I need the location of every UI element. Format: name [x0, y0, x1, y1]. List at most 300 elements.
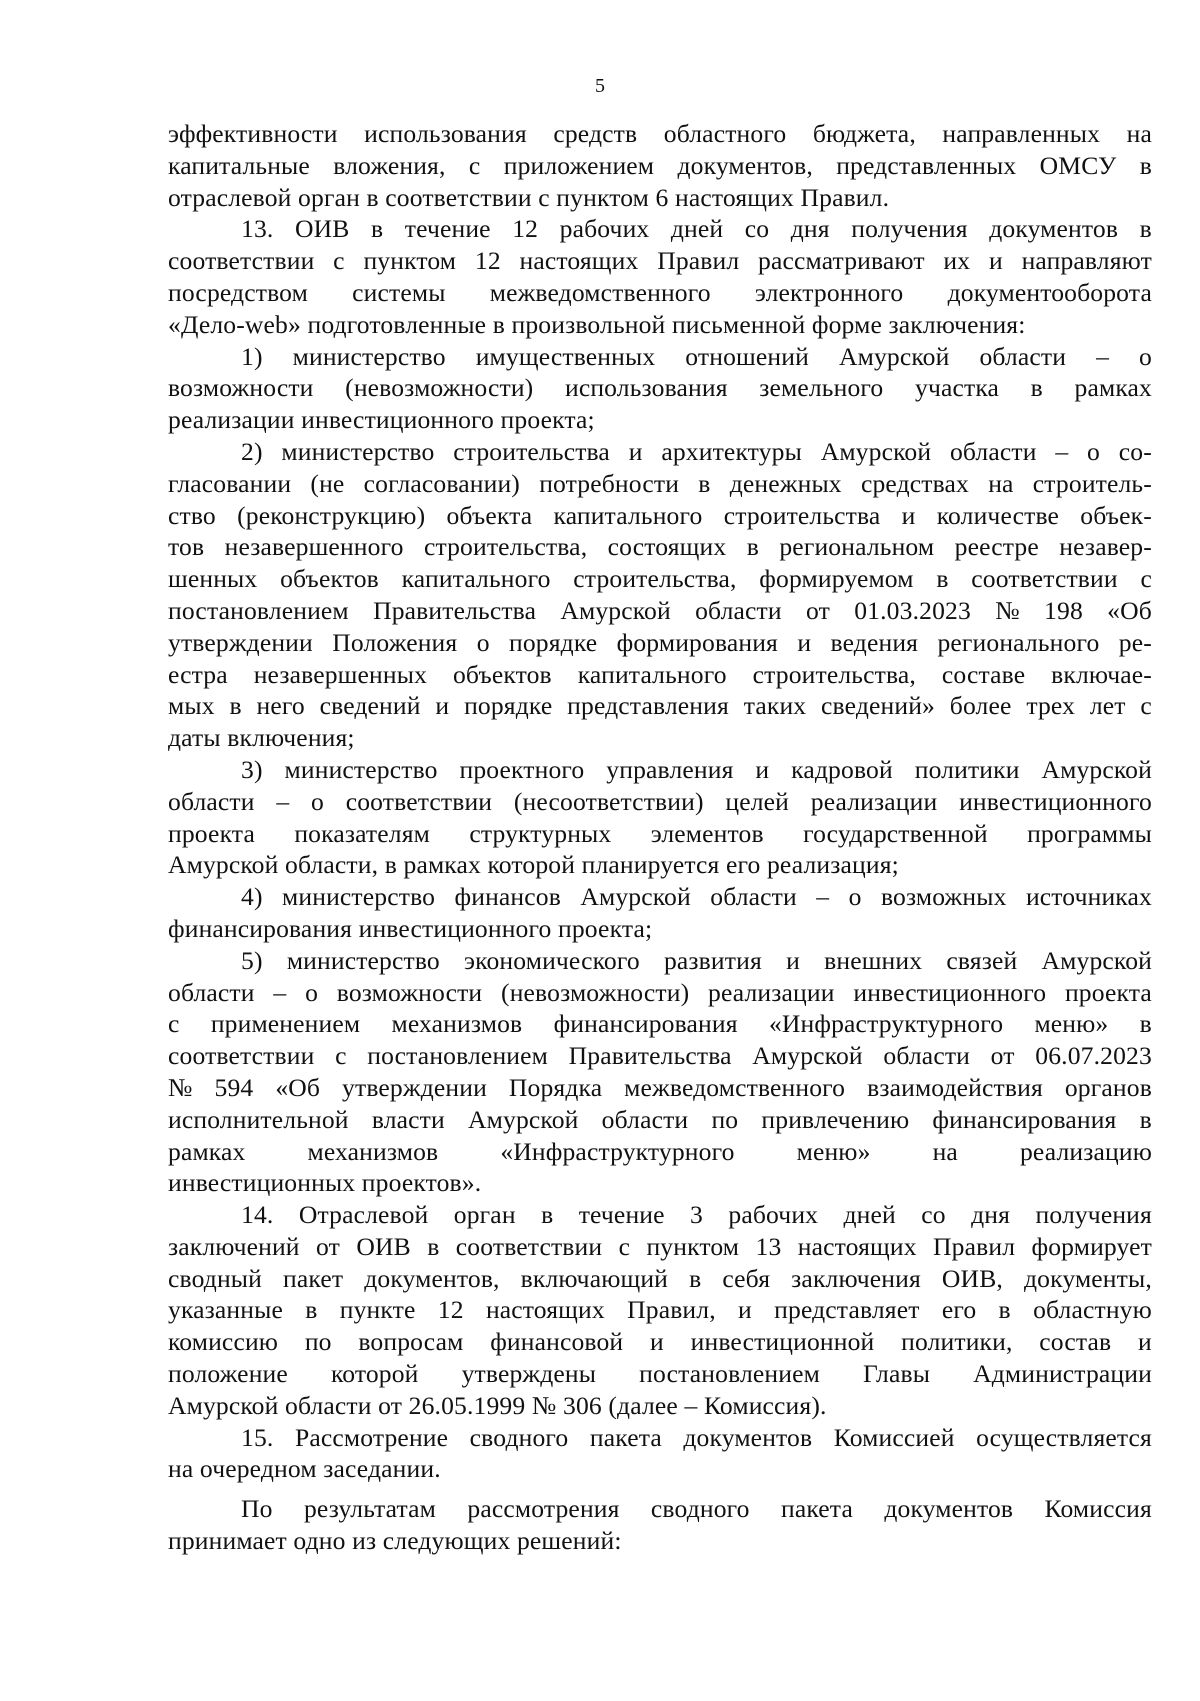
word: пункте	[339, 1295, 416, 1325]
text-line	[168, 404, 1152, 436]
word: 15.	[241, 1422, 274, 1452]
word: посредством	[168, 277, 308, 307]
word: указанные	[168, 1295, 283, 1325]
word: 14.	[241, 1200, 274, 1230]
word: согласовании)	[363, 468, 520, 498]
word: формирует	[1031, 1231, 1152, 1261]
word: использования	[364, 119, 527, 148]
word: дня	[790, 214, 830, 244]
word: инвестиционной	[690, 1327, 875, 1357]
text-line	[168, 182, 1152, 214]
word: строитель-	[1032, 468, 1152, 498]
text-line	[168, 881, 1152, 913]
word: применением	[210, 1009, 361, 1039]
word: себя	[722, 1263, 771, 1293]
word: (невозможности)	[345, 373, 534, 403]
word: министерство	[281, 436, 435, 466]
word: денежных	[729, 468, 842, 498]
word: управления	[606, 754, 734, 784]
word: области	[168, 786, 255, 816]
word: сводного	[650, 1494, 750, 1524]
text-line	[168, 786, 1152, 818]
word: инвестиционного	[853, 977, 1047, 1007]
text-line	[168, 818, 1152, 850]
word: и	[628, 436, 643, 466]
text-line	[168, 309, 1152, 341]
word: архитектуры	[661, 436, 802, 466]
word: их	[943, 246, 971, 276]
word: с	[168, 1009, 180, 1039]
line-text: на очередном заседании.	[168, 1454, 441, 1484]
word: строительства,	[573, 564, 737, 594]
word: дней	[843, 1200, 896, 1230]
word: –	[1096, 341, 1110, 371]
word: Амурской	[468, 1104, 579, 1134]
word: в	[1139, 1009, 1152, 1039]
word: с	[335, 1041, 347, 1071]
word: о	[1139, 341, 1152, 371]
word: о	[305, 977, 319, 1007]
word: власти	[371, 1104, 445, 1134]
word: и	[988, 246, 1003, 276]
word: имущественных	[475, 341, 656, 371]
word: документы,	[1024, 1263, 1152, 1293]
word: включающий	[520, 1263, 669, 1293]
word: областного	[663, 119, 787, 148]
word: пакета	[589, 1422, 662, 1452]
text-line	[168, 213, 1152, 245]
line-text: «Дело-web» подготовленные в произвольной письменной форме заключения:	[168, 309, 1026, 339]
text-line	[168, 1263, 1152, 1295]
word: –	[816, 882, 830, 912]
text-line	[168, 1453, 1152, 1485]
word: показателям	[294, 818, 430, 848]
word: «Об	[1107, 595, 1152, 625]
word: земельного	[759, 373, 884, 403]
word: взаимодействия	[867, 1072, 1043, 1102]
word: Амурской	[580, 882, 691, 912]
word: представления	[567, 691, 729, 721]
word: постановлением	[639, 1359, 820, 1389]
word: документов,	[677, 150, 813, 180]
word: 5)	[241, 945, 263, 975]
text-line	[168, 595, 1152, 627]
word: финансов	[454, 882, 561, 912]
word: 06.07.2023	[1035, 1041, 1152, 1071]
word: (реконструкцию)	[237, 500, 426, 530]
text-line	[168, 468, 1152, 500]
word: дня	[971, 1200, 1011, 1230]
word: возможности	[336, 977, 483, 1007]
word: соответствии	[455, 1231, 603, 1261]
text-line	[168, 849, 1152, 881]
word: эффективности	[168, 119, 338, 148]
word: получения	[1035, 1200, 1152, 1230]
word: объектов	[452, 659, 552, 689]
word: 594	[214, 1072, 254, 1102]
word: электронного	[754, 277, 904, 307]
word: объекта	[446, 500, 533, 530]
word: №	[168, 1072, 193, 1102]
word: соответствии	[168, 246, 315, 276]
word: исполнительной	[168, 1104, 349, 1134]
word: в	[1139, 214, 1152, 244]
word: со-	[1118, 436, 1152, 466]
word: пакет	[283, 1263, 344, 1293]
word: сводный	[168, 1263, 262, 1293]
word: использования	[564, 373, 728, 403]
word: утверждении	[168, 627, 313, 657]
word: направленных	[942, 119, 1101, 148]
word: объектов	[280, 564, 379, 594]
word: Главы	[863, 1359, 931, 1389]
word: постановлением	[367, 1041, 548, 1071]
word: трех	[1026, 691, 1076, 721]
line-text: Амурской области, в рамках которой планируется его реализация;	[168, 850, 899, 880]
word: связей	[946, 945, 1018, 975]
text-line	[168, 372, 1152, 404]
word: от	[806, 595, 830, 625]
word: по	[711, 1104, 739, 1134]
text-line	[168, 1104, 1152, 1136]
word: Амурской	[1041, 945, 1152, 975]
word: документооборота	[947, 277, 1152, 307]
word: Правительства	[568, 1041, 732, 1071]
word: 4)	[241, 882, 263, 912]
text-line	[168, 627, 1152, 659]
word: структурных	[469, 818, 612, 848]
word: состав	[1039, 1327, 1112, 1357]
word: привлечению	[761, 1104, 910, 1134]
word: развития	[663, 945, 762, 975]
word: Амурской	[560, 595, 671, 625]
word: со	[921, 1200, 946, 1230]
word: области	[710, 882, 797, 912]
word: Рассмотрение	[294, 1422, 449, 1452]
word: о	[1087, 436, 1100, 466]
word: соответствии	[345, 786, 493, 816]
word: реализации	[708, 977, 835, 1007]
word: и	[435, 691, 450, 721]
word: течение	[578, 1200, 665, 1230]
word: проектного	[459, 754, 585, 784]
word: на	[988, 468, 1014, 498]
word: заключений	[168, 1231, 300, 1261]
word: потребности	[539, 468, 680, 498]
word: и	[738, 1295, 752, 1325]
word: в	[1139, 1104, 1152, 1134]
word: о	[848, 882, 862, 912]
word: количестве	[936, 500, 1060, 530]
word: объек-	[1080, 500, 1152, 530]
word: 12	[474, 246, 501, 276]
text-line	[168, 1040, 1152, 1072]
word: механизмов	[391, 1009, 523, 1039]
text-line	[168, 690, 1152, 722]
text-line	[168, 531, 1152, 563]
text-line	[168, 1493, 1152, 1525]
word: пунктом	[363, 246, 457, 276]
word: от	[316, 1231, 340, 1261]
word: элементов	[650, 818, 764, 848]
word: его	[941, 1295, 977, 1325]
text-line	[168, 245, 1152, 277]
word: с	[468, 150, 481, 180]
word: ведения	[830, 627, 919, 657]
word: включае-	[1051, 659, 1152, 689]
word: в	[689, 1263, 702, 1293]
word: механизмов	[307, 1136, 439, 1166]
word: сведений	[319, 691, 421, 721]
word: с	[618, 1231, 631, 1261]
word: состоящих	[607, 532, 727, 562]
word: представляет	[774, 1295, 920, 1325]
word: органов	[1064, 1072, 1152, 1102]
word: в	[427, 1231, 440, 1261]
word: осуществляется	[976, 1422, 1152, 1452]
word: незавершенного	[224, 532, 404, 562]
line-text: инвестиционных проектов».	[168, 1168, 482, 1198]
word: пунктом	[646, 1231, 740, 1261]
word: естра	[168, 659, 228, 689]
word: Порядка	[508, 1072, 603, 1102]
word: в	[998, 1295, 1011, 1325]
word: 198	[1044, 595, 1083, 625]
text-line	[168, 1199, 1152, 1231]
word: рамках	[1074, 373, 1152, 403]
word: таких	[743, 691, 807, 721]
word: участка	[915, 373, 1000, 403]
word: №	[995, 595, 1020, 625]
word: области	[168, 977, 255, 1007]
text-line	[168, 659, 1152, 691]
line-text: принимает одно из следующих решений:	[168, 1526, 622, 1556]
word: дней	[670, 214, 724, 244]
word: утверждены	[461, 1359, 597, 1389]
word: целей	[725, 786, 790, 816]
word: меню»	[796, 1136, 871, 1166]
word: средств	[553, 119, 638, 148]
word: Положения	[332, 627, 458, 657]
word: приложением	[503, 150, 655, 180]
word: рамках	[168, 1136, 246, 1166]
word: политики,	[901, 1327, 1013, 1357]
word: заключения	[791, 1263, 921, 1293]
word: регионального	[937, 627, 1100, 657]
word: ОИВ,	[941, 1263, 1003, 1293]
document-body	[168, 118, 1152, 1557]
text-line	[168, 1358, 1152, 1390]
word: которой	[330, 1359, 419, 1389]
word: «Об	[275, 1072, 321, 1102]
word: Правил	[657, 246, 740, 276]
text-line	[168, 1008, 1152, 1040]
word: и	[786, 945, 800, 975]
word: министерство	[292, 341, 446, 371]
word: Комиссией	[833, 1422, 955, 1452]
word: реестре	[954, 532, 1039, 562]
line-text: Амурской области от 26.05.1999 № 306 (далее – Комиссия).	[168, 1390, 827, 1420]
word: в	[305, 1295, 318, 1325]
word: области	[883, 1041, 971, 1071]
word: 3)	[241, 754, 263, 784]
word: капитального	[553, 500, 703, 530]
word: ОМСУ	[1039, 150, 1117, 180]
word: «Инфраструктурного	[500, 1136, 735, 1166]
word: настоящих	[485, 1295, 605, 1325]
word: соответствии	[168, 1041, 315, 1071]
word: тов	[168, 532, 205, 562]
word: программы	[1027, 818, 1152, 848]
word: о	[311, 786, 324, 816]
word: с	[1140, 564, 1152, 594]
word: настоящих	[797, 1231, 917, 1261]
word: министерство	[286, 945, 440, 975]
line-text: отраслевой орган в соответствии с пунктом 6 настоящих Правил.	[168, 182, 890, 212]
word: Правил	[933, 1231, 1016, 1261]
word: Правил,	[627, 1295, 716, 1325]
word: положение	[168, 1359, 288, 1389]
word: в	[370, 214, 384, 244]
word: системы	[352, 277, 446, 307]
text-line	[168, 500, 1152, 532]
word: формирования	[616, 627, 778, 657]
word: от	[990, 1041, 1015, 1071]
word: незавершенных	[253, 659, 428, 689]
word: течение	[404, 214, 491, 244]
word: 1)	[241, 341, 263, 371]
word: 3	[690, 1200, 703, 1230]
word: в	[936, 564, 949, 594]
word: орган	[453, 1200, 516, 1230]
word: реализации	[810, 786, 938, 816]
word: и	[797, 627, 812, 657]
word: и	[901, 500, 916, 530]
word: межведомственного	[624, 1072, 846, 1102]
word: документов,	[364, 1263, 500, 1293]
text-line	[168, 1326, 1152, 1358]
word: шенных	[168, 564, 258, 594]
word: Амурской	[1041, 754, 1152, 784]
word: сводного	[469, 1422, 569, 1452]
word: документов	[884, 1494, 1014, 1524]
word: результатам	[303, 1494, 437, 1524]
word: межведомственного	[489, 277, 711, 307]
word: отношений	[685, 341, 809, 371]
word: областную	[1033, 1295, 1152, 1325]
text-line	[168, 977, 1152, 1009]
text-line	[168, 1422, 1152, 1454]
text-line	[168, 754, 1152, 786]
word: рабочих	[559, 214, 650, 244]
word: региональном	[779, 532, 935, 562]
word: Амурской	[838, 341, 950, 371]
word: (не	[310, 468, 345, 498]
word: 2)	[241, 436, 263, 466]
text-line	[168, 436, 1152, 468]
word: министерство	[284, 754, 438, 784]
word: средствах	[860, 468, 969, 498]
word: политики	[914, 754, 1020, 784]
word: направляют	[1021, 246, 1152, 276]
word: строительства	[453, 436, 610, 466]
word: меню»	[1034, 1009, 1109, 1039]
word: кадровой	[791, 754, 893, 784]
text-line	[168, 945, 1152, 977]
word: вопросам	[358, 1327, 464, 1357]
text-line	[168, 1390, 1152, 1422]
word: по	[304, 1327, 332, 1357]
word: источниках	[1025, 882, 1152, 912]
word: в	[229, 691, 242, 721]
word: о	[476, 627, 490, 657]
word: 12	[437, 1295, 464, 1325]
word: –	[276, 786, 290, 816]
text-line	[168, 341, 1152, 373]
word: настоящих	[519, 246, 639, 276]
word: ство	[168, 500, 216, 530]
word: Администрации	[973, 1359, 1152, 1389]
word: в	[698, 468, 711, 498]
word: соответствии	[971, 564, 1118, 594]
word: министерство	[282, 882, 436, 912]
word: –	[273, 977, 287, 1007]
word: и	[755, 754, 770, 784]
word: области	[979, 341, 1067, 371]
word: с	[333, 246, 345, 276]
word: 13.	[241, 214, 274, 244]
word: рабочих	[728, 1200, 819, 1230]
text-line	[168, 722, 1152, 754]
word: со	[744, 214, 770, 244]
word: ОИВ	[356, 1231, 411, 1261]
word: формируемом	[759, 564, 914, 594]
word: лет	[1089, 691, 1126, 721]
word: порядке	[508, 627, 598, 657]
word: комиссию	[168, 1327, 279, 1357]
text-line	[168, 563, 1152, 595]
word: пакета	[780, 1494, 853, 1524]
word: рассмотрения	[467, 1494, 620, 1524]
text-line	[168, 277, 1152, 309]
word: документов	[989, 214, 1119, 244]
word: бюджета,	[812, 119, 916, 148]
text-line	[168, 1136, 1152, 1168]
word: финансовой	[490, 1327, 624, 1357]
word: 01.03.2023	[854, 595, 971, 625]
word: 13	[755, 1231, 782, 1261]
word: с	[1140, 691, 1152, 721]
word: мых	[168, 691, 215, 721]
word: гласовании	[168, 468, 292, 498]
word: капитального	[401, 564, 551, 594]
word: «Инфраструктурного	[768, 1009, 1004, 1039]
word: получения	[851, 214, 968, 244]
line-text: даты включения;	[168, 723, 355, 753]
word: незавер-	[1059, 532, 1152, 562]
text-line	[168, 1167, 1152, 1199]
word: и	[650, 1327, 664, 1357]
text-line	[168, 118, 1152, 150]
word: и	[1138, 1327, 1152, 1357]
word: в	[541, 1200, 554, 1230]
word: По	[241, 1494, 273, 1524]
word: Правительства	[373, 595, 537, 625]
word: Комиссия	[1044, 1494, 1152, 1524]
word: сведений»	[821, 691, 935, 721]
word: финансирования	[932, 1104, 1117, 1134]
word: документов	[683, 1422, 813, 1452]
